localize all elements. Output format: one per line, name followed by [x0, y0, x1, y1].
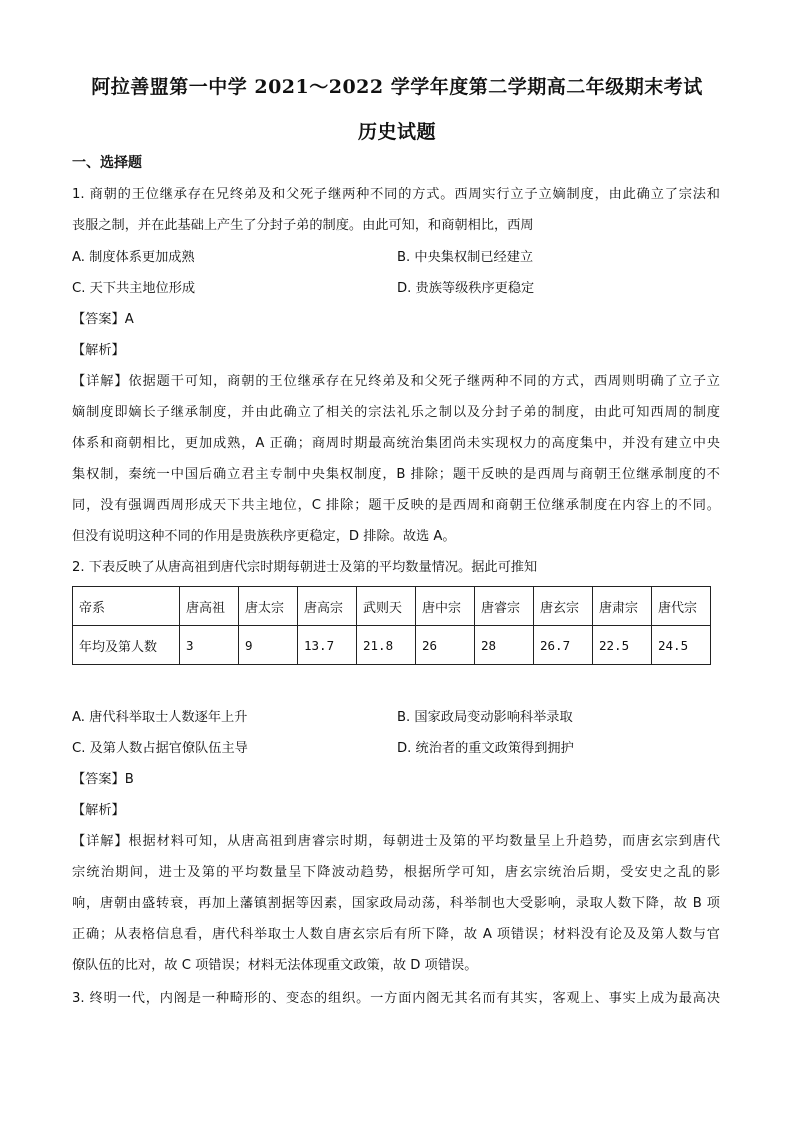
q2-option-d: D. 统治者的重文政策得到拥护 — [397, 741, 574, 756]
table-cell: 26 — [416, 626, 475, 665]
table-header-cell: 唐肃宗 — [593, 587, 652, 626]
section-heading: 一、选择题 — [72, 155, 142, 171]
table-cell: 22.5 — [593, 626, 652, 665]
table-cell: 3 — [180, 626, 239, 665]
table-header-cell: 唐高宗 — [298, 587, 357, 626]
q2-analysis-label: 【解析】 — [72, 803, 125, 818]
q2-option-a: A. 唐代科举取士人数逐年上升 — [72, 710, 248, 725]
q1-detail-line3: 体系和商朝相比，更加成熟，A 正确；商周时期最高统治集团尚未实现权力的高度集中，并没有建立中央 — [72, 436, 720, 451]
table-header-cell: 唐睿宗 — [475, 587, 534, 626]
q2-detail-line2: 宗统治期间，进士及第的平均数量呈下降波动趋势，根据所学可知，唐玄宗统治后期，受安史之乱的影 — [72, 865, 720, 880]
q2-detail-line1: 【详解】根据材料可知，从唐高祖到唐睿宗时期，每朝进士及第的平均数量呈上升趋势，而唐玄宗到唐代 — [72, 834, 720, 849]
q1-stem-line2: 丧服之制，并在此基础上产生了分封子弟的制度。由此可知，和商朝相比，西周 — [72, 218, 534, 233]
q1-option-a: A. 制度体系更加成熟 — [72, 250, 195, 265]
table-row — [73, 626, 711, 665]
q1-answer: 【答案】A — [72, 312, 134, 327]
q2-detail-line5: 僚队伍的比对，故 C 项错误；材料无法体现重文政策，故 D 项错误。 — [72, 958, 478, 973]
q1-option-c: C. 天下共主地位形成 — [72, 281, 196, 296]
exam-subtitle: 历史试题 — [357, 121, 436, 143]
table-header-cell: 唐中宗 — [416, 587, 475, 626]
q1-detail-line2: 嫡制度即嫡长子继承制度，并由此确立了相关的宗法礼乐之制以及分封子弟的制度，由此可知西周的制度 — [72, 405, 720, 420]
jinshi-table — [72, 586, 711, 665]
table-header-cell: 唐玄宗 — [534, 587, 593, 626]
q3-stem-line1: 3. 终明一代，内阁是一种畸形的、变态的组织。一方面内阁无其名而有其实，客观上、事实上成为最高决 — [72, 991, 720, 1006]
q2-detail-line3: 响，唐朝由盛转衰，再加上藩镇割据等因素，国家政局动荡，科举制也大受影响，录取人数下降，故 B 项 — [72, 896, 720, 911]
q1-stem-line1: 1. 商朝的王位继承存在兄终弟及和父死子继两种不同的方式。西周实行立子立嫡制度，由此确立了宗法和 — [72, 187, 720, 202]
q2-answer: 【答案】B — [72, 772, 134, 787]
q2-option-b: B. 国家政局变动影响科举录取 — [397, 710, 573, 725]
q1-detail-line4: 集权制，秦统一中国后确立君主专制中央集权制度，B 排除；题干反映的是西周与商朝王位继承制度的不 — [72, 467, 720, 482]
table-cell: 26.7 — [534, 626, 593, 665]
table-header-cell: 武则天 — [357, 587, 416, 626]
q1-detail-line5: 同，没有强调西周形成天下共主地位，C 排除；题干反映的是西周和商朝王位继承制度在内容上的不同。 — [72, 498, 720, 513]
q1-option-d: D. 贵族等级秩序更稳定 — [397, 281, 535, 296]
table-cell: 24.5 — [652, 626, 711, 665]
q1-detail-line6: 但没有说明这种不同的作用是贵族秩序更稳定，D 排除。故选 A。 — [72, 529, 456, 544]
q1-analysis-label: 【解析】 — [72, 343, 125, 358]
table-header-cell: 唐代宗 — [652, 587, 711, 626]
table-cell: 28 — [475, 626, 534, 665]
q1-option-b: B. 中央集权制已经建立 — [397, 250, 534, 265]
q2-option-c: C. 及第人数占据官僚队伍主导 — [72, 741, 248, 756]
table-header-cell: 唐高祖 — [180, 587, 239, 626]
table-cell: 13.7 — [298, 626, 357, 665]
table-header-row — [73, 587, 711, 626]
table-cell: 21.8 — [357, 626, 416, 665]
table-cell: 9 — [239, 626, 298, 665]
exam-title: 阿拉善盟第一中学 2021～2022 学学年度第二学期高二年级期末考试 — [91, 76, 703, 98]
q1-detail-line1: 【详解】依据题干可知，商朝的王位继承存在兄终弟及和父死子继两种不同的方式，西周则明确了立子立 — [72, 374, 720, 389]
table-header-label: 帝系 — [73, 587, 180, 626]
table-row-label: 年均及第人数 — [73, 626, 180, 665]
table-header-cell: 唐太宗 — [239, 587, 298, 626]
q2-stem: 2. 下表反映了从唐高祖到唐代宗时期每朝进士及第的平均数量情况。据此可推知 — [72, 560, 538, 575]
q2-detail-line4: 正确；从表格信息看，唐代科举取士人数自唐玄宗后有所下降，故 A 项错误；材料没有论及及第人数与官 — [72, 927, 720, 942]
